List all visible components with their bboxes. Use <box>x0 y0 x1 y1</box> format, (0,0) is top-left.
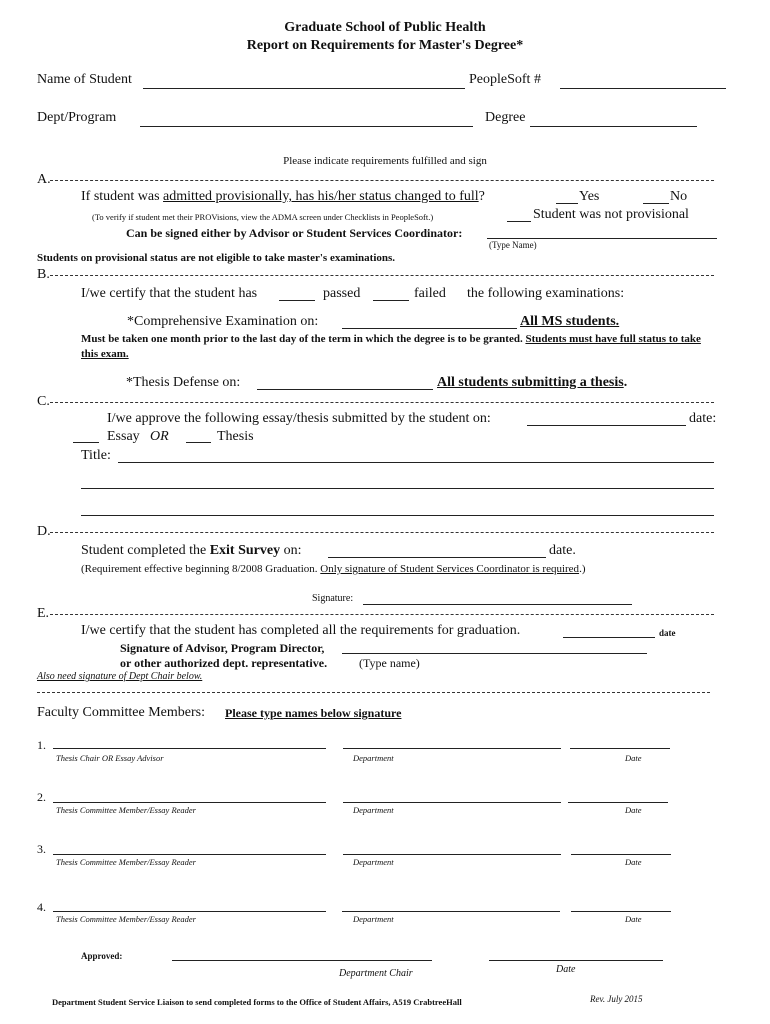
thesis-defense-scope: All students submitting a thesis. <box>437 375 628 390</box>
committee-row-4-date: Date <box>625 914 642 924</box>
graduation-date-label: date <box>659 628 676 638</box>
footer-instruction: Department Student Service Liaison to send completed forms to the Office of Student Affairs, A519 CrabtreeHall <box>52 997 462 1007</box>
degree-field[interactable] <box>530 126 697 127</box>
comp-exam-date-field[interactable] <box>342 328 517 329</box>
or-label: OR <box>150 429 169 444</box>
committee-row-2-date-field[interactable] <box>568 802 668 803</box>
section-e-divider <box>50 614 714 615</box>
committee-row-3-number: 3. <box>37 842 46 856</box>
dept-chair-label: Department Chair <box>339 968 413 979</box>
coordinator-signature-line[interactable] <box>363 604 632 605</box>
approval-date-field[interactable] <box>527 425 686 426</box>
provisional-note: Students on provisional status are not eligible to take master's examinations. <box>37 252 396 264</box>
section-c-divider <box>50 402 714 403</box>
committee-row-4-role: Thesis Committee Member/Essay Reader <box>56 914 196 924</box>
signed-by-label: Can be signed either by Advisor or Student Services Coordinator: <box>126 226 463 240</box>
failed-count-field[interactable] <box>373 300 409 301</box>
thesis-label: Thesis <box>217 429 254 444</box>
form-subtitle: Report on Requirements for Master's Degree* <box>246 38 524 53</box>
dept-chair-signature-line[interactable] <box>172 960 432 961</box>
title-label: Title: <box>81 448 111 463</box>
committee-row-3-signature[interactable] <box>53 854 326 855</box>
committee-row-4-department: Department <box>353 914 394 924</box>
title-field-line-3[interactable] <box>81 515 714 516</box>
thesis-defense-label: *Thesis Defense on: <box>126 375 241 390</box>
committee-divider <box>37 692 710 693</box>
committee-row-1-department-field[interactable] <box>343 748 561 749</box>
committee-row-2-date: Date <box>625 805 642 815</box>
not-provisional-blank[interactable] <box>507 221 531 222</box>
committee-row-1-signature[interactable] <box>53 748 326 749</box>
committee-row-4-date-field[interactable] <box>571 911 671 912</box>
section-b-letter: B. <box>37 267 50 282</box>
approval-date-line[interactable] <box>489 960 663 961</box>
comp-exam-scope: All MS students. <box>520 314 620 329</box>
section-d-divider <box>50 532 714 533</box>
passed-label: passed <box>323 286 361 301</box>
degree-label: Degree <box>485 110 526 125</box>
failed-label: failed <box>414 286 446 301</box>
committee-row-1-number: 1. <box>37 738 46 752</box>
thesis-blank[interactable] <box>186 442 211 443</box>
committee-row-1-date-field[interactable] <box>570 748 670 749</box>
committee-row-2-department: Department <box>353 805 394 815</box>
not-provisional-label: Student was not provisional <box>533 207 689 222</box>
essay-label: Essay <box>107 429 140 444</box>
section-d-letter: D. <box>37 524 51 539</box>
exit-survey-date-label: date. <box>549 543 576 558</box>
yes-label: Yes <box>579 189 600 204</box>
committee-row-4-signature[interactable] <box>53 911 326 912</box>
yes-blank[interactable] <box>556 203 578 204</box>
verify-note: (To verify if student met their PROVisions, view the ADMA screen under Checklists in PeopleSoft.) <box>92 212 434 222</box>
coordinator-signature-label: Signature: <box>312 593 354 604</box>
committee-row-1-date: Date <box>625 753 642 763</box>
essay-blank[interactable] <box>73 442 99 443</box>
section-a-divider <box>50 180 714 181</box>
comp-exam-note: Must be taken one month prior to the last day of the term in which the degree is to be granted. Students must have full status to take this exam. <box>81 333 701 360</box>
committee-row-3-role: Thesis Committee Member/Essay Reader <box>56 857 196 867</box>
student-name-field[interactable] <box>143 88 465 89</box>
exit-survey-note: (Requirement effective beginning 8/2008 Graduation. Only signature of Student Services Coordinator is required.) <box>81 563 586 575</box>
committee-row-3-department-field[interactable] <box>343 854 561 855</box>
approval-date-label: date: <box>689 411 717 426</box>
graduation-date-field[interactable] <box>563 637 655 638</box>
section-a-letter: A. <box>37 172 51 187</box>
committee-row-2-number: 2. <box>37 790 46 804</box>
title-field-line-2[interactable] <box>81 488 714 489</box>
revision-date: Rev. July 2015 <box>590 994 643 1004</box>
advisor-signature-label: Signature of Advisor, Program Director, <box>120 641 325 655</box>
no-label: No <box>670 189 688 204</box>
committee-row-3-department: Department <box>353 857 394 867</box>
committee-row-1-department: Department <box>353 753 394 763</box>
dept-program-field[interactable] <box>140 126 473 127</box>
passed-count-field[interactable] <box>279 300 315 301</box>
committee-row-1-role: Thesis Chair OR Essay Advisor <box>56 753 164 763</box>
dept-program-label: Dept/Program <box>37 110 117 125</box>
graduation-certify-text: I/we certify that the student has completed all the requirements for graduation. <box>81 623 521 638</box>
peoplesoft-label: PeopleSoft # <box>469 72 541 87</box>
provisional-question: If student was admitted provisionally, has his/her status changed to full? <box>81 189 485 204</box>
coordinator-signature-field[interactable] <box>487 238 717 239</box>
committee-row-4-department-field[interactable] <box>342 911 560 912</box>
thesis-defense-date-field[interactable] <box>257 389 433 390</box>
section-b-divider <box>50 275 714 276</box>
student-name-label: Name of Student <box>37 72 132 87</box>
approved-label: Approved: <box>81 951 123 961</box>
committee-row-3-date: Date <box>625 857 642 867</box>
type-name-label-a: (Type Name) <box>489 240 537 250</box>
authorized-rep-label: or other authorized dept. representative. <box>120 656 328 670</box>
committee-row-4-number: 4. <box>37 900 46 914</box>
type-name-label-e: (Type name) <box>359 656 420 670</box>
form-title: Graduate School of Public Health <box>284 20 486 35</box>
title-field-line-1[interactable] <box>118 462 714 463</box>
exit-survey-text: Student completed the Exit Survey on: <box>81 543 302 558</box>
exit-survey-date-field[interactable] <box>328 557 546 558</box>
section-c-letter: C. <box>37 394 50 409</box>
approval-date-label: Date <box>556 964 576 975</box>
committee-row-2-signature[interactable] <box>53 802 326 803</box>
comp-exam-label: *Comprehensive Examination on: <box>127 314 319 329</box>
dept-chair-note: Also need signature of Dept Chair below. <box>37 671 203 682</box>
committee-heading: Faculty Committee Members: <box>37 705 205 720</box>
approve-essay-text: I/we approve the following essay/thesis submitted by the student on: <box>107 411 491 426</box>
committee-row-2-role: Thesis Committee Member/Essay Reader <box>56 805 196 815</box>
following-exams-text: the following examinations: <box>467 286 625 301</box>
certify-exams-text: I/we certify that the student has <box>81 286 258 301</box>
advisor-signature-line[interactable] <box>342 653 647 654</box>
committee-heading-note: Please type names below signature <box>225 706 402 720</box>
peoplesoft-field[interactable] <box>560 88 726 89</box>
no-blank[interactable] <box>643 203 669 204</box>
instructions: Please indicate requirements fulfilled and sign <box>283 155 487 167</box>
section-e-letter: E. <box>37 606 50 621</box>
committee-row-2-department-field[interactable] <box>343 802 561 803</box>
committee-row-3-date-field[interactable] <box>571 854 671 855</box>
